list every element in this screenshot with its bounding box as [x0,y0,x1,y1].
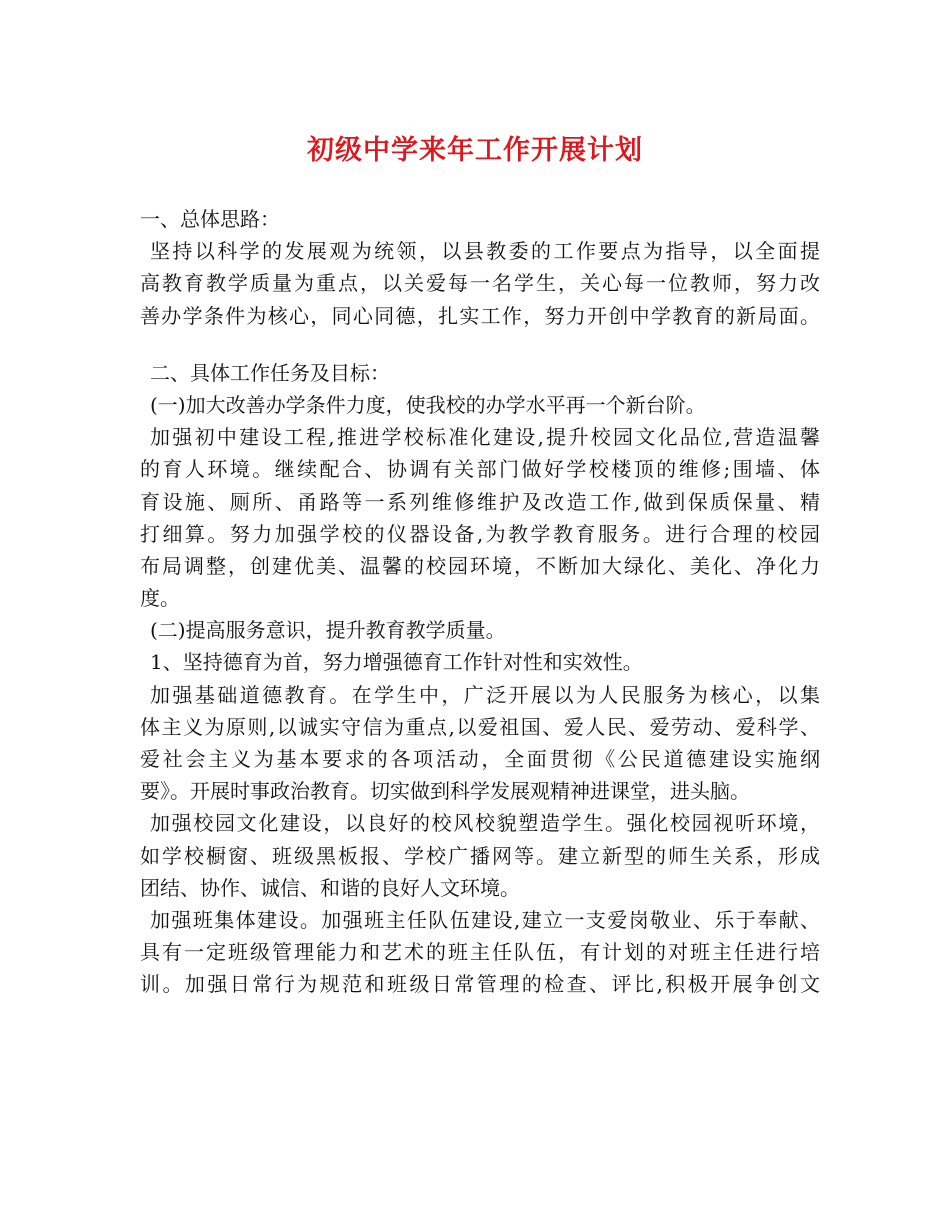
paragraph-line: 1、坚持德育为首，努力增强德育工作针对性和实效性。 [150,650,643,675]
paragraph-line: 一、总体思路： [140,207,280,231]
paragraph-line: 善办学条件为核心，同心同德，扎实工作，努力开创中学教育的新局面。 [140,303,820,328]
paragraph-line: 的育人环境。继续配合、协调有关部门做好学校楼顶的维修;围墙、体 [140,457,820,482]
paragraph-line: 加强基础道德教育。在学生中，广泛开展以为人民服务为核心，以集 [150,682,820,707]
paragraph-line: 二、具体工作任务及目标： [150,360,390,385]
paragraph-line: 体主义为原则,以诚实守信为重点,以爱祖国、爱人民、爱劳动、爱科学、 [140,714,820,739]
document-body [140,203,820,1001]
paragraph-line: 坚持以科学的发展观为统领，以县教委的工作要点为指导，以全面提 [150,239,820,264]
paragraph-line: 布局调整，创建优美、温馨的校园环境，不断加大绿化、美化、净化力 [140,553,820,578]
paragraph-line: (二)提高服务意识，提升教育教学质量。 [150,618,506,643]
paragraph-line: 训。加强日常行为规范和班级日常管理的检查、评比,积极开展争创文 [140,972,820,997]
paragraph-line: 加强初中建设工程,推进学校标准化建设,提升校园文化品位,营造温馨 [150,425,820,450]
paragraph-line: 要》。开展时事政治教育。切实做到科学发展观精神进课堂，进头脑。 [140,779,750,804]
paragraph-line: 打细算。努力加强学校的仪器设备,为教学教育服务。进行合理的校园 [140,521,820,546]
paragraph-line: 团结、协作、诚信、和谐的良好人文环境。 [140,875,520,900]
paragraph-line: 度。 [140,586,180,611]
paragraph-line: 具有一定班级管理能力和艺术的班主任队伍，有计划的对班主任进行培 [140,940,820,965]
document-title: 初级中学来年工作开展计划 [307,135,643,166]
paragraph-line: 加强校园文化建设，以良好的校风校貌塑造学生。强化校园视听环境， [150,811,820,836]
paragraph-line: 加强班集体建设。加强班主任队伍建设,建立一支爱岗敬业、乐于奉献、 [150,907,820,932]
paragraph-line: 爱社会主义为基本要求的各项活动，全面贯彻《公民道德建设实施纲 [140,747,820,771]
section-spacer [140,332,820,357]
paragraph-line: 育设施、厕所、甬路等一系列维修维护及改造工作,做到保质保量、精 [140,489,820,514]
paragraph-line: 如学校橱窗、班级黑板报、学校广播网等。建立新型的师生关系，形成 [140,843,820,868]
paragraph-line: (一)加大改善办学条件力度，使我校的办学水平再一个新台阶。 [150,392,706,417]
paragraph-line: 高教育教学质量为重点，以关爱每一名学生，关心每一位教师，努力改 [140,271,820,296]
